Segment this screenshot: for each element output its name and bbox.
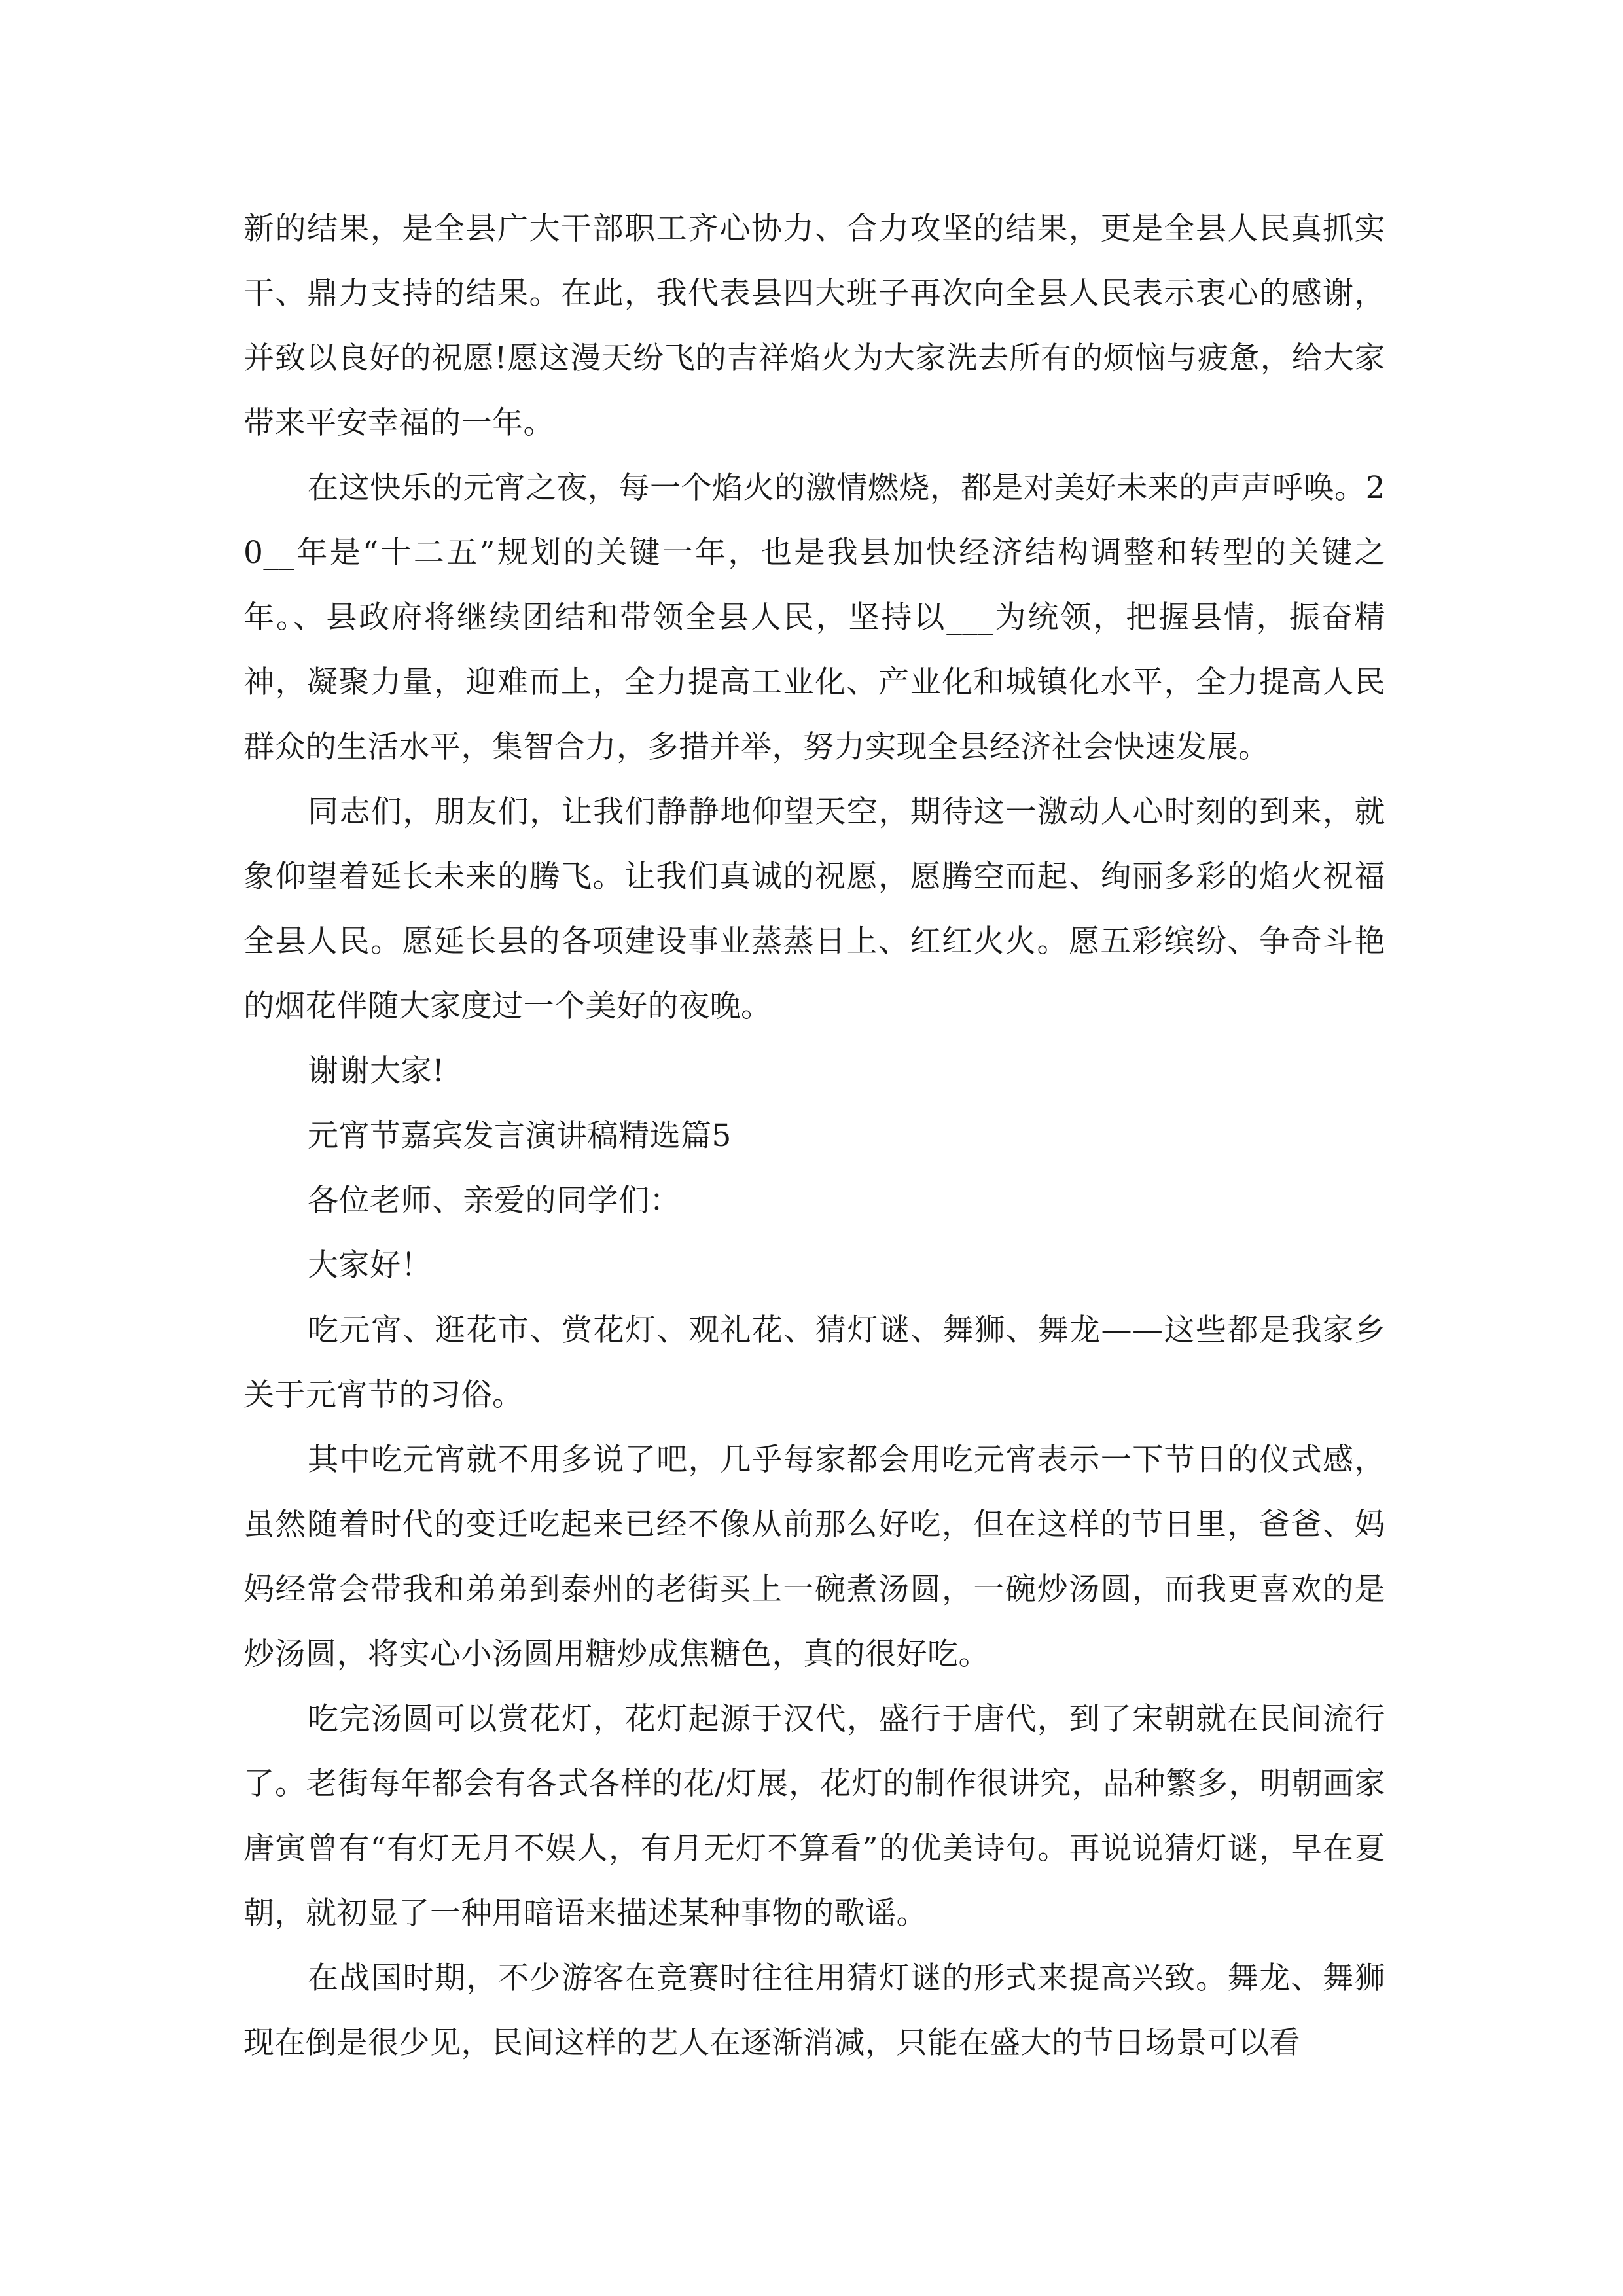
paragraph-11: 在战国时期，不少游客在竞赛时往往用猜灯谜的形式来提高兴致。舞龙、舞狮现在倒是很少见，民间这样的艺人在逐渐消减，只能在盛大的节日场景可以看 (243, 1960, 1385, 2061)
paragraph-2: 在这快乐的元宵之夜，每一个焰火的激情燃烧，都是对美好未来的声声呼唤。20__年是“十二五”规划的关键一年，也是我县加快经济结构调整和转型的关键之年。、县政府将继续团结和带领全县人民，坚持以___为统领，把握县情，振奋精神，凝聚力量，迎难而上，全力提高工业化、产业化和城镇化水平，全力提高人民群众的生活水平，集智合力，多措并举，努力实现全县经济社会快速发展。 (243, 470, 1385, 765)
salutation: 各位老师、亲爱的同学们： (308, 1183, 681, 1219)
section-heading: 元宵节嘉宾发言演讲稿精选篇5 (308, 1118, 732, 1154)
paragraph-1: 新的结果，是全县广大干部职工齐心协力、合力攻坚的结果，更是全县人民真抓实干、鼎力支持的结果。在此，我代表县四大班子再次向全县人民表示衷心的感谢，并致以良好的祝愿!愿这漫天纷飞的吉祥焰火为大家洗去所有的烦恼与疲惫，给大家带来平安幸福的一年。 (243, 211, 1385, 441)
paragraph-9: 其中吃元宵就不用多说了吧，几乎每家都会用吃元宵表示一下节日的仪式感，虽然随着时代的变迁吃起来已经不像从前那么好吃，但在这样的节日里，爸爸、妈妈经常会带我和弟弟到泰州的老街买上一碗煮汤圆，一碗炒汤圆，而我更喜欢的是炒汤圆，将实心小汤圆用糖炒成焦糖色，真的很好吃。 (243, 1442, 1385, 1672)
document-body (243, 196, 1385, 2075)
paragraph-8: 吃元宵、逛花市、赏花灯、观礼花、猜灯谜、舞狮、舞龙——这些都是我家乡关于元宵节的习俗。 (243, 1312, 1385, 1413)
paragraph-10: 吃完汤圆可以赏花灯，花灯起源于汉代，盛行于唐代，到了宋朝就在民间流行了。老街每年都会有各式各样的花/灯展，花灯的制作很讲究，品种繁多，明朝画家唐寅曾有“有灯无月不娱人，有月无灯不算看”的优美诗句。再说说猜灯谜，早在夏朝，就初显了一种用暗语来描述某种事物的歌谣。 (243, 1701, 1385, 1931)
paragraph-3: 同志们，朋友们，让我们静静地仰望天空，期待这一激动人心时刻的到来，就象仰望着延长未来的腾飞。让我们真诚的祝愿，愿腾空而起、绚丽多彩的焰火祝福全县人民。愿延长县的各项建设事业蒸蒸日上、红红火火。愿五彩缤纷、争奇斗艳的烟花伴随大家度过一个美好的夜晚。 (243, 794, 1385, 1024)
greeting: 大家好！ (308, 1247, 432, 1283)
paragraph-4: 谢谢大家! (308, 1053, 445, 1089)
